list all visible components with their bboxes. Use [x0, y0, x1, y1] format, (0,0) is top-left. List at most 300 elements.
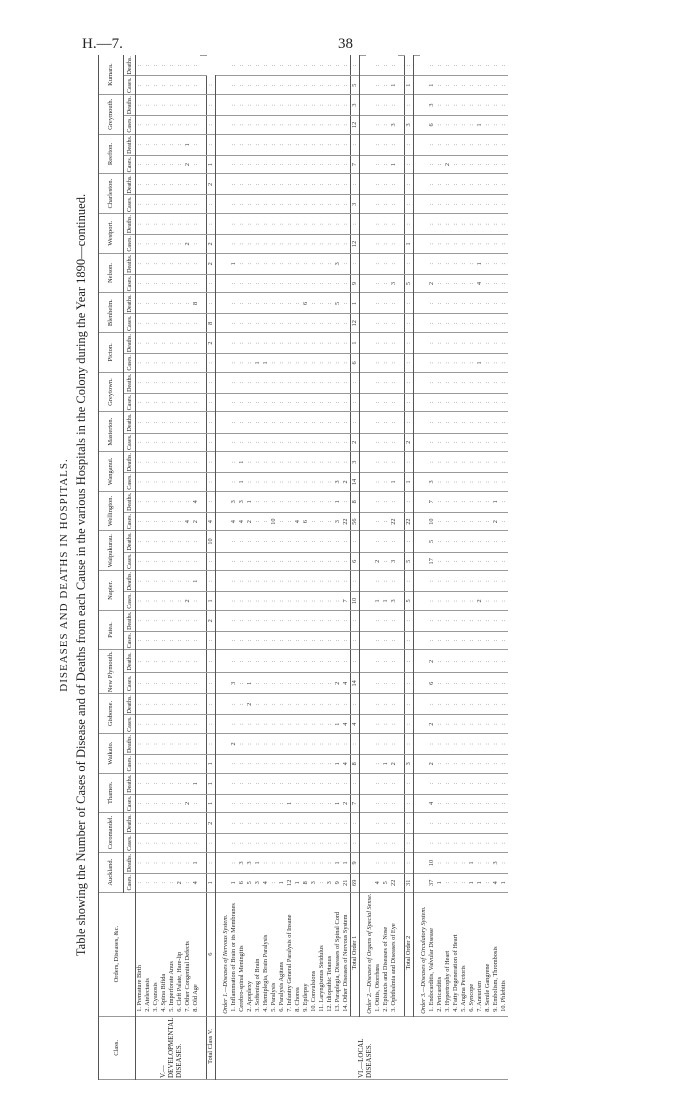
table-row: [428, 53, 436, 1080]
deaths-cell: [476, 852, 484, 873]
cases-cell: 5: [382, 874, 390, 893]
deaths-cell: [382, 531, 390, 552]
cases-cell: [238, 235, 246, 254]
deaths-cell: [500, 213, 508, 234]
deaths-cell: [420, 94, 428, 115]
deaths-cell: [492, 372, 500, 393]
cases-cell: [294, 76, 302, 95]
cases-cell: 3: [390, 592, 398, 611]
cases-cell: [222, 715, 230, 734]
deaths-cell: [334, 531, 342, 552]
deaths-subheader: Deaths.: [124, 650, 136, 673]
deaths-cell: [405, 412, 414, 433]
deaths-cell: [222, 610, 230, 631]
deaths-cell: [334, 174, 342, 195]
cases-cell: 1: [405, 235, 414, 254]
cases-cell: [160, 592, 168, 611]
deaths-cell: [436, 372, 444, 393]
cases-cell: [176, 274, 184, 293]
disease-label: 11. Laryngismus Stridulus: [318, 892, 326, 1016]
cases-cell: [184, 314, 192, 333]
cases-cell: [230, 274, 238, 293]
cases-cell: [444, 715, 452, 734]
cases-cell: [160, 354, 168, 373]
deaths-cell: [230, 531, 238, 552]
deaths-cell: [294, 452, 302, 473]
cases-cell: [184, 473, 192, 492]
deaths-cell: [144, 773, 152, 794]
cases-cell: [176, 715, 184, 734]
deaths-cell: [278, 213, 286, 234]
deaths-cell: [476, 372, 484, 393]
deaths-cell: [484, 333, 492, 354]
deaths-cell: [484, 852, 492, 873]
cases-cell: [168, 274, 176, 293]
cases-cell: [278, 195, 286, 214]
cases-cell: [270, 592, 278, 611]
deaths-cell: [144, 694, 152, 715]
class-cell: VI.—LOCAL DISEASES.: [222, 1016, 508, 1079]
cases-cell: [152, 433, 160, 452]
cases-cell: [302, 592, 310, 611]
cases-cell: [246, 552, 254, 571]
deaths-cell: [246, 213, 254, 234]
cases-cell: [144, 631, 152, 650]
deaths-cell: [374, 491, 382, 512]
deaths-cell: [302, 491, 310, 512]
deaths-cell: [262, 293, 270, 314]
deaths-cell: [302, 610, 310, 631]
deaths-cell: [222, 773, 230, 794]
cases-cell: [254, 155, 262, 174]
deaths-cell: [270, 333, 278, 354]
cases-cell: [444, 512, 452, 531]
deaths-cell: [500, 610, 508, 631]
cases-cell: [192, 195, 200, 214]
deaths-cell: [428, 773, 436, 794]
cases-cell: [374, 76, 382, 95]
deaths-cell: [342, 94, 351, 115]
deaths-cell: [160, 134, 168, 155]
cases-cell: 3: [405, 755, 414, 774]
deaths-cell: [168, 55, 176, 76]
deaths-cell: [262, 694, 270, 715]
deaths-cell: [270, 694, 278, 715]
deaths-cell: [374, 333, 382, 354]
deaths-cell: [334, 733, 342, 754]
deaths-cell: [222, 813, 230, 834]
cases-cell: [238, 116, 246, 135]
deaths-cell: [500, 531, 508, 552]
deaths-cell: [468, 773, 476, 794]
cases-cell: [436, 673, 444, 694]
deaths-cell: [286, 571, 294, 592]
deaths-cell: [262, 253, 270, 274]
deaths-cell: [476, 213, 484, 234]
deaths-cell: [254, 333, 262, 354]
deaths-cell: [420, 571, 428, 592]
cases-cell: 8: [302, 874, 310, 893]
deaths-cell: [444, 813, 452, 834]
cases-cell: [254, 552, 262, 571]
cases-cell: [500, 673, 508, 694]
deaths-cell: [452, 55, 460, 76]
cases-cell: [420, 673, 428, 694]
deaths-cell: [382, 452, 390, 473]
cases-cell: [500, 433, 508, 452]
cases-cell: [420, 552, 428, 571]
deaths-cell: [326, 650, 334, 673]
cases-cell: [476, 314, 484, 333]
deaths-cell: [484, 253, 492, 274]
deaths-cell: [262, 610, 270, 631]
deaths-cell: [176, 94, 184, 115]
deaths-cell: [192, 372, 200, 393]
deaths-cell: [238, 134, 246, 155]
cases-cell: [342, 235, 351, 254]
cases-cell: [428, 155, 436, 174]
disease-label: 2. Apoplexy: [246, 892, 254, 1016]
deaths-cell: [262, 412, 270, 433]
cases-cell: [405, 794, 414, 813]
deaths-cell: [160, 531, 168, 552]
deaths-cell: [176, 491, 184, 512]
cases-cell: [326, 195, 334, 214]
cases-cell: [500, 512, 508, 531]
cases-cell: [286, 116, 294, 135]
deaths-cell: [390, 571, 398, 592]
deaths-cell: [246, 333, 254, 354]
cases-cell: [238, 314, 246, 333]
cases-cell: [390, 433, 398, 452]
cases-cell: [420, 274, 428, 293]
deaths-cell: [436, 733, 444, 754]
cases-cell: [420, 76, 428, 95]
deaths-cell: [168, 813, 176, 834]
deaths-cell: [254, 94, 262, 115]
cases-cell: [492, 354, 500, 373]
cases-cell: 1: [374, 592, 382, 611]
deaths-cell: [286, 134, 294, 155]
cases-cell: [420, 755, 428, 774]
deaths-cell: [460, 491, 468, 512]
hospital-header: Picton.: [99, 333, 124, 373]
cases-cell: [222, 116, 230, 135]
cases-cell: 2: [342, 794, 351, 813]
cases-cell: [254, 834, 262, 853]
deaths-cell: [302, 333, 310, 354]
cases-cell: [192, 794, 200, 813]
cases-cell: [286, 673, 294, 694]
deaths-cell: [492, 55, 500, 76]
deaths-cell: [342, 813, 351, 834]
cases-cell: [468, 433, 476, 452]
cases-cell: [176, 314, 184, 333]
deaths-cell: [484, 733, 492, 754]
cases-cell: [184, 195, 192, 214]
deaths-cell: [351, 610, 360, 631]
cases-cell: [484, 592, 492, 611]
deaths-cell: [207, 76, 216, 95]
cases-cell: [207, 452, 216, 473]
deaths-cell: [184, 610, 192, 631]
table-row: [460, 53, 468, 1080]
cases-cell: [192, 116, 200, 135]
cases-cell: [460, 116, 468, 135]
cases-cell: [420, 155, 428, 174]
cases-cell: [428, 433, 436, 452]
cases-cell: [444, 314, 452, 333]
cases-cell: [152, 592, 160, 611]
deaths-cell: [310, 412, 318, 433]
table-row: [390, 53, 398, 1080]
deaths-cell: [318, 531, 326, 552]
table-row: [286, 53, 294, 1080]
deaths-cell: [192, 531, 200, 552]
deaths-cell: [326, 372, 334, 393]
deaths-cell: [468, 531, 476, 552]
cases-cell: [420, 631, 428, 650]
cases-cell: [318, 552, 326, 571]
cases-cell: [192, 155, 200, 174]
deaths-cell: [310, 174, 318, 195]
cases-cell: [326, 235, 334, 254]
cases-cell: [310, 433, 318, 452]
cases-cell: [318, 195, 326, 214]
cases-subheader: Cases.: [124, 874, 136, 893]
deaths-cell: [238, 174, 246, 195]
cases-cell: [492, 195, 500, 214]
table-row: [334, 53, 342, 1080]
cases-cell: [262, 274, 270, 293]
deaths-cell: [152, 134, 160, 155]
cases-cell: 4: [374, 874, 382, 893]
cases-cell: [168, 631, 176, 650]
deaths-cell: 3: [334, 253, 342, 274]
cases-cell: [484, 274, 492, 293]
deaths-cell: [500, 174, 508, 195]
deaths-cell: [318, 412, 326, 433]
deaths-cell: [366, 174, 374, 195]
disease-label: 7. Infantry General Paralysis of Insane: [286, 892, 294, 1016]
table-row: [492, 53, 500, 1080]
deaths-cell: [428, 733, 436, 754]
cases-cell: [152, 235, 160, 254]
deaths-cell: [428, 333, 436, 354]
deaths-cell: [270, 773, 278, 794]
cases-cell: [294, 155, 302, 174]
deaths-cell: [254, 55, 262, 76]
deaths-cell: [254, 134, 262, 155]
disease-label: 8. Chorea: [294, 892, 302, 1016]
deaths-cell: [444, 253, 452, 274]
cases-cell: [500, 393, 508, 412]
cases-cell: [160, 874, 168, 893]
cases-cell: [176, 755, 184, 774]
deaths-cell: [230, 852, 238, 873]
deaths-cell: [460, 213, 468, 234]
cases-cell: [500, 116, 508, 135]
cases-cell: [484, 393, 492, 412]
deaths-cell: [302, 94, 310, 115]
deaths-cell: [246, 813, 254, 834]
cases-cell: [230, 76, 238, 95]
hospital-header: Blenheim.: [99, 293, 124, 333]
deaths-cell: [176, 773, 184, 794]
deaths-cell: [230, 174, 238, 195]
cases-cell: [184, 433, 192, 452]
disease-label: 2. Atelectasis: [144, 892, 152, 1016]
deaths-cell: [492, 293, 500, 314]
cases-cell: [230, 631, 238, 650]
cases-cell: [452, 116, 460, 135]
cases-cell: [318, 512, 326, 531]
deaths-cell: [460, 773, 468, 794]
cases-cell: [452, 552, 460, 571]
cases-cell: [152, 155, 160, 174]
cases-cell: [351, 631, 360, 650]
deaths-subheader: Deaths.: [124, 174, 136, 195]
cases-cell: [222, 155, 230, 174]
deaths-cell: [405, 253, 414, 274]
cases-cell: [144, 235, 152, 254]
deaths-cell: [500, 571, 508, 592]
cases-cell: [270, 433, 278, 452]
hospital-header: Coromandel.: [99, 813, 124, 853]
cases-cell: [326, 155, 334, 174]
cases-cell: [334, 195, 342, 214]
deaths-cell: [160, 55, 168, 76]
cases-cell: [302, 473, 310, 492]
deaths-cell: [207, 673, 216, 694]
hospital-header: New Plymouth.: [99, 650, 124, 694]
deaths-cell: [230, 813, 238, 834]
deaths-cell: [420, 253, 428, 274]
deaths-cell: [342, 372, 351, 393]
deaths-cell: [390, 134, 398, 155]
cases-subheader: Cases.: [124, 473, 136, 492]
cases-cell: [444, 76, 452, 95]
table-row: [160, 53, 168, 1080]
deaths-cell: [310, 694, 318, 715]
cases-cell: [444, 354, 452, 373]
cases-cell: [238, 354, 246, 373]
cases-cell: 5: [405, 592, 414, 611]
table-row: [270, 53, 278, 1080]
cases-cell: [152, 512, 160, 531]
deaths-cell: [326, 333, 334, 354]
deaths-cell: [278, 412, 286, 433]
deaths-cell: [382, 333, 390, 354]
deaths-cell: [192, 610, 200, 631]
deaths-cell: 1: [207, 755, 216, 774]
cases-cell: [326, 512, 334, 531]
cases-cell: [192, 631, 200, 650]
deaths-cell: [144, 452, 152, 473]
hospital-header: Wanganui.: [99, 452, 124, 492]
cases-cell: [484, 552, 492, 571]
cases-cell: [286, 834, 294, 853]
cases-cell: [144, 314, 152, 333]
deaths-cell: [160, 372, 168, 393]
cases-cell: [374, 195, 382, 214]
cases-cell: [270, 673, 278, 694]
cases-cell: [476, 715, 484, 734]
deaths-cell: [468, 333, 476, 354]
cases-cell: [374, 834, 382, 853]
cases-cell: [168, 354, 176, 373]
cases-cell: 22: [342, 512, 351, 531]
cases-cell: [452, 755, 460, 774]
deaths-cell: [136, 134, 145, 155]
deaths-cell: [342, 293, 351, 314]
deaths-cell: [230, 412, 238, 433]
cases-cell: [468, 195, 476, 214]
deaths-cell: [152, 852, 160, 873]
deaths-cell: [262, 852, 270, 873]
cases-cell: [286, 433, 294, 452]
cases-cell: [484, 116, 492, 135]
cases-cell: [176, 834, 184, 853]
deaths-cell: [294, 174, 302, 195]
deaths-cell: [176, 372, 184, 393]
table-row: [500, 53, 508, 1080]
cases-cell: [136, 794, 145, 813]
cases-cell: [152, 631, 160, 650]
cases-cell: [207, 852, 216, 873]
deaths-cell: [374, 134, 382, 155]
deaths-cell: [168, 452, 176, 473]
cases-cell: [152, 195, 160, 214]
deaths-cell: [278, 852, 286, 873]
deaths-subheader: Deaths.: [124, 531, 136, 552]
deaths-cell: [230, 650, 238, 673]
deaths-cell: [366, 610, 374, 631]
deaths-cell: [366, 571, 374, 592]
deaths-cell: [270, 610, 278, 631]
deaths-cell: [351, 372, 360, 393]
cases-cell: [278, 834, 286, 853]
deaths-cell: [334, 372, 342, 393]
cases-subheader: Cases.: [124, 794, 136, 813]
cases-cell: 2: [207, 610, 216, 631]
deaths-cell: [326, 94, 334, 115]
cases-cell: [436, 473, 444, 492]
cases-cell: [136, 354, 145, 373]
deaths-cell: [366, 372, 374, 393]
cases-cell: [318, 874, 326, 893]
cases-cell: 6: [351, 354, 360, 373]
deaths-cell: [302, 650, 310, 673]
deaths-cell: [176, 174, 184, 195]
deaths-cell: [168, 253, 176, 274]
deaths-cell: [318, 733, 326, 754]
deaths-cell: [351, 571, 360, 592]
cases-cell: [176, 512, 184, 531]
cases-cell: 4: [492, 874, 500, 893]
cases-cell: [302, 274, 310, 293]
cases-cell: [452, 195, 460, 214]
cases-cell: 2: [374, 552, 382, 571]
deaths-cell: [326, 773, 334, 794]
cases-cell: [452, 155, 460, 174]
cases-cell: [144, 592, 152, 611]
hospital-header: Nelson.: [99, 253, 124, 293]
cases-cell: [310, 155, 318, 174]
cases-cell: [318, 274, 326, 293]
deaths-cell: [310, 813, 318, 834]
deaths-cell: [436, 650, 444, 673]
